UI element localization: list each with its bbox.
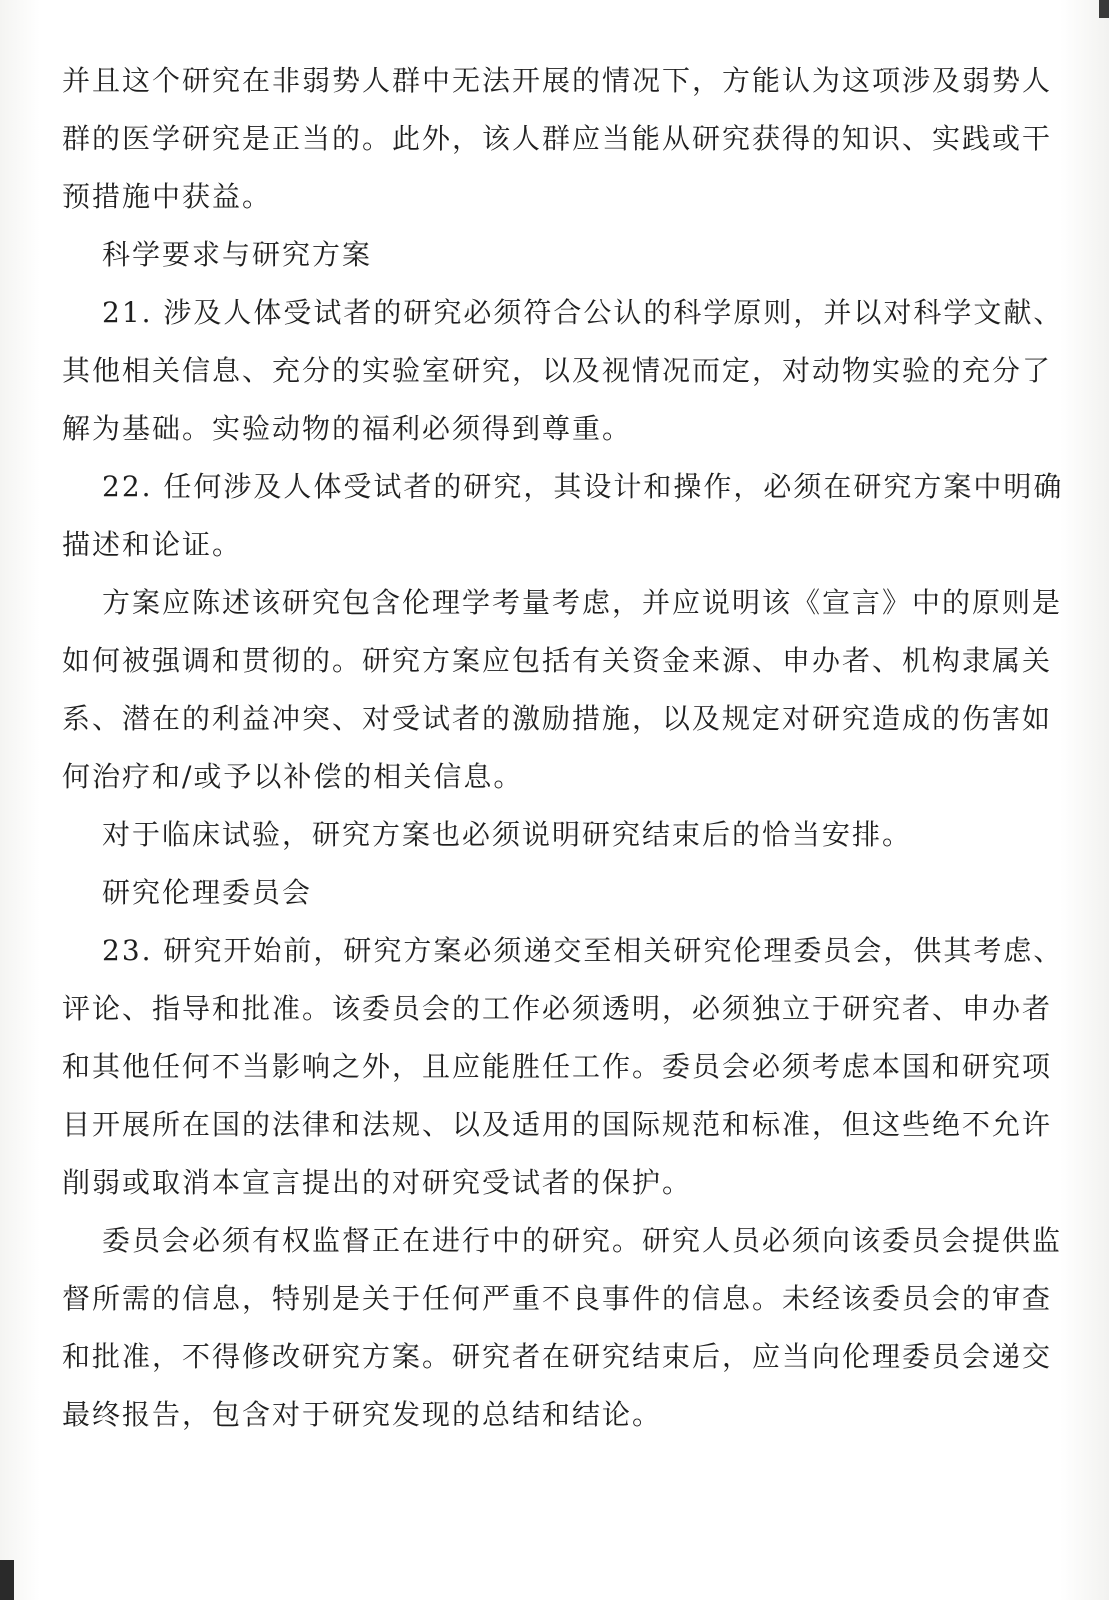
- scan-edge-mark: [0, 1560, 14, 1600]
- document-body: [62, 52, 1064, 1444]
- paragraph-line: 督所需的信息，特别是关于任何严重不良事件的信息。未经该委员会的审查: [62, 1282, 1053, 1315]
- paragraph-line: 削弱或取消本宣言提出的对研究受试者的保护。: [62, 1166, 693, 1199]
- paragraph-line: 如何被强调和贯彻的。研究方案应包括有关资金来源、申办者、机构隶属关: [62, 644, 1053, 677]
- paragraph-line: 和批准，不得修改研究方案。研究者在研究结束后，应当向伦理委员会递交: [62, 1340, 1053, 1373]
- paragraph-line: 22. 任何涉及人体受试者的研究，其设计和操作，必须在研究方案中明确: [102, 470, 1064, 503]
- paragraph-line: 和其他任何不当影响之外，且应能胜任工作。委员会必须考虑本国和研究项: [62, 1050, 1053, 1083]
- scan-corner-mark: [1099, 0, 1109, 18]
- section-heading-ethics-committee: 研究伦理委员会: [102, 876, 313, 909]
- paragraph-line: 解为基础。实验动物的福利必须得到尊重。: [62, 412, 633, 445]
- paragraph-line: 描述和论证。: [62, 528, 243, 561]
- section-heading-scientific-requirements: 科学要求与研究方案: [102, 238, 373, 271]
- paragraph-line: 群的医学研究是正当的。此外，该人群应当能从研究获得的知识、实践或干: [62, 122, 1053, 155]
- paragraph-line: 方案应陈述该研究包含伦理学考量考虑，并应说明该《宣言》中的原则是: [102, 586, 1063, 619]
- paragraph-line: 21. 涉及人体受试者的研究必须符合公认的科学原则，并以对科学文献、: [102, 296, 1064, 329]
- paragraph-line: 目开展所在国的法律和法规、以及适用的国际规范和标准，但这些绝不允许: [62, 1108, 1053, 1141]
- paragraph-line: 最终报告，包含对于研究发现的总结和结论。: [62, 1398, 663, 1431]
- paragraph-line: 预措施中获益。: [62, 180, 273, 213]
- paragraph-line: 何治疗和/或予以补偿的相关信息。: [62, 760, 524, 793]
- paragraph-line: 委员会必须有权监督正在进行中的研究。研究人员必须向该委员会提供监: [102, 1224, 1063, 1257]
- paragraph-line: 23. 研究开始前，研究方案必须递交至相关研究伦理委员会，供其考虑、: [102, 934, 1064, 967]
- paragraph-line: 系、潜在的利益冲突、对受试者的激励措施，以及规定对研究造成的伤害如: [62, 702, 1053, 735]
- paragraph-line: 评论、指导和批准。该委员会的工作必须透明，必须独立于研究者、申办者: [62, 992, 1053, 1025]
- paragraph-line: 并且这个研究在非弱势人群中无法开展的情况下，方能认为这项涉及弱势人: [62, 64, 1053, 97]
- paragraph-line: 对于临床试验，研究方案也必须说明研究结束后的恰当安排。: [102, 818, 913, 851]
- paragraph-line: 其他相关信息、充分的实验室研究，以及视情况而定，对动物实验的充分了: [62, 354, 1053, 387]
